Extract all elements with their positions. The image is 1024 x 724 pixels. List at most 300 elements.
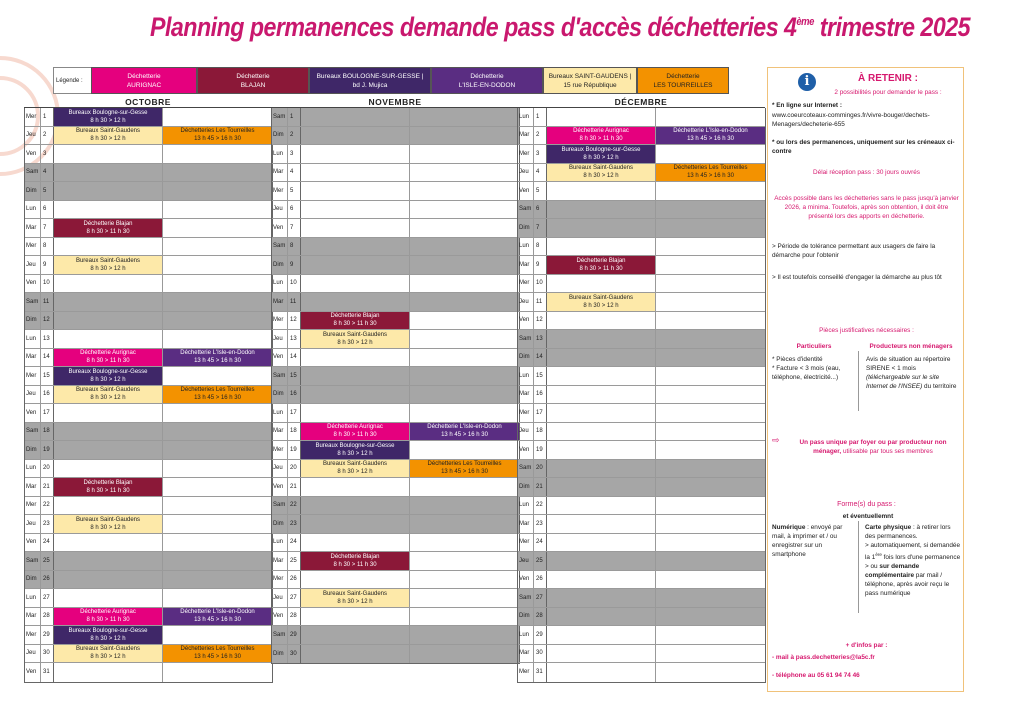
morning-slot <box>301 386 410 404</box>
day-number: 2 <box>288 127 301 145</box>
legend-item <box>309 67 431 94</box>
slot-place: Bureaux Saint-Gaudens <box>75 387 141 394</box>
day-number: 8 <box>534 238 547 256</box>
day-row <box>518 349 765 368</box>
morning-slot <box>54 219 163 237</box>
info-panel <box>767 67 964 692</box>
day-row <box>25 571 272 590</box>
afternoon-slot <box>656 423 765 441</box>
slot-hours: 8 h 30 > 12 h <box>337 469 373 476</box>
afternoon-slot <box>656 108 765 126</box>
afternoon-slot <box>163 626 272 644</box>
day-number: 27 <box>41 589 54 607</box>
day-row <box>272 108 519 127</box>
legend-item <box>543 67 637 94</box>
col1-item-a: * Pièces d'identité <box>772 356 823 363</box>
day-name: Mar <box>272 164 288 182</box>
afternoon-slot <box>163 589 272 607</box>
day-number: 30 <box>534 645 547 663</box>
afternoon-slot <box>656 293 765 311</box>
day-row <box>272 145 519 164</box>
info-icon: i <box>798 73 816 91</box>
day-number: 16 <box>41 386 54 404</box>
slot-hours: 13 h 45 > 16 h 30 <box>194 358 241 365</box>
morning-slot <box>54 386 163 404</box>
day-number: 22 <box>288 497 301 515</box>
legend-item-line2: BLAJAN <box>240 81 266 89</box>
day-name: Mer <box>25 108 41 126</box>
contact-phone: - téléphone au 05 61 94 74 46 <box>772 672 860 679</box>
afternoon-slot <box>410 460 519 478</box>
day-number: 18 <box>534 423 547 441</box>
legend-label: Légende : <box>53 67 91 94</box>
afternoon-slot <box>163 367 272 385</box>
morning-slot <box>547 404 656 422</box>
morning-slot <box>301 127 410 145</box>
forms-sub: et éventuellemnt <box>842 513 894 520</box>
day-number: 17 <box>288 404 301 422</box>
day-row <box>518 645 765 664</box>
column-divider <box>858 351 859 411</box>
day-number: 20 <box>534 460 547 478</box>
month-header: DÉCEMBRE <box>517 97 765 108</box>
afternoon-slot <box>410 589 519 607</box>
afternoon-slot <box>656 552 765 570</box>
slot-hours: 8 h 30 > 12 h <box>90 265 126 272</box>
day-number: 26 <box>288 571 301 589</box>
day-number: 11 <box>41 293 54 311</box>
day-name: Ven <box>25 534 41 552</box>
morning-slot <box>547 589 656 607</box>
day-row <box>518 552 765 571</box>
morning-slot <box>301 441 410 459</box>
day-row <box>518 312 765 331</box>
day-name: Jeu <box>25 645 41 663</box>
morning-slot <box>547 497 656 515</box>
day-name: Mar <box>25 608 41 626</box>
slot-place: Bureaux Boulogne-sur-Gesse <box>315 442 395 449</box>
info-title: À RETENIR : <box>858 73 918 84</box>
morning-slot <box>301 275 410 293</box>
day-name: Lun <box>25 460 41 478</box>
morning-slot <box>301 460 410 478</box>
legend-item-line1: Déchetterie <box>666 72 700 80</box>
slot-hours: 8 h 30 > 11 h 30 <box>333 321 377 328</box>
slot-hours: 8 h 30 > 12 h <box>337 598 373 605</box>
slot-hours: 8 h 30 > 11 h 30 <box>86 228 130 235</box>
day-name: Sam <box>25 552 41 570</box>
day-number: 19 <box>534 441 547 459</box>
day-name: Jeu <box>518 423 534 441</box>
day-row <box>272 219 519 238</box>
morning-slot <box>301 571 410 589</box>
morning-slot <box>54 293 163 311</box>
tolerance-note: > Période de tolérance permettant aux usagers de faire la démarche pour l'obtenir <box>772 243 936 259</box>
morning-slot <box>547 571 656 589</box>
morning-slot <box>301 515 410 533</box>
slot-hours: 8 h 30 > 11 h 30 <box>333 561 377 568</box>
col-producteurs-title: Producteurs non ménagers <box>869 343 953 350</box>
day-row <box>518 460 765 479</box>
day-name: Sam <box>272 367 288 385</box>
day-name: Mar <box>518 645 534 663</box>
day-row <box>25 145 272 164</box>
day-row <box>518 330 765 349</box>
col1-item-b: * Facture < 3 mois (eau, téléphone, électricité...) <box>772 365 841 381</box>
day-number: 1 <box>288 108 301 126</box>
day-name: Dim <box>518 219 534 237</box>
day-row <box>518 127 765 146</box>
day-number: 12 <box>41 312 54 330</box>
day-row <box>25 460 272 479</box>
day-row <box>25 441 272 460</box>
day-number: 10 <box>288 275 301 293</box>
slot-place: Bureaux Boulogne-sur-Gesse <box>68 109 148 116</box>
morning-slot <box>301 589 410 607</box>
day-name: Mer <box>25 238 41 256</box>
slot-hours: 8 h 30 > 12 h <box>90 117 126 124</box>
slot-place: Déchetterie Blajan <box>83 479 133 486</box>
day-name: Ven <box>25 404 41 422</box>
morning-slot <box>54 275 163 293</box>
slot-hours: 8 h 30 > 11 h 30 <box>333 432 377 439</box>
afternoon-slot <box>656 367 765 385</box>
day-row <box>25 108 272 127</box>
afternoon-slot <box>656 608 765 626</box>
day-number: 8 <box>288 238 301 256</box>
day-name: Dim <box>25 182 41 200</box>
slot-hours: 8 h 30 > 12 h <box>90 376 126 383</box>
slot-place: Déchetteries Les Tourreilles <box>180 387 255 394</box>
slot-place: Déchetterie Blajan <box>330 313 380 320</box>
day-name: Mer <box>25 367 41 385</box>
slot-place: Déchetterie L'Isle-en-Dodon <box>180 350 255 357</box>
day-number: 17 <box>41 404 54 422</box>
afternoon-slot <box>656 330 765 348</box>
afternoon-slot <box>410 164 519 182</box>
day-name: Mar <box>518 127 534 145</box>
afternoon-slot <box>410 386 519 404</box>
morning-slot <box>54 515 163 533</box>
day-number: 1 <box>41 108 54 126</box>
day-row <box>518 404 765 423</box>
afternoon-slot <box>163 349 272 367</box>
morning-slot <box>301 404 410 422</box>
morning-slot <box>301 293 410 311</box>
day-row <box>272 182 519 201</box>
day-row <box>518 441 765 460</box>
day-row <box>272 386 519 405</box>
month-grid <box>24 108 273 683</box>
day-name: Mer <box>518 663 534 682</box>
day-name: Dim <box>518 478 534 496</box>
afternoon-slot <box>163 404 272 422</box>
day-name: Ven <box>272 219 288 237</box>
slot-hours: 8 h 30 > 11 h 30 <box>86 617 130 624</box>
day-name: Dim <box>272 645 288 664</box>
afternoon-slot <box>410 608 519 626</box>
legend-item-line2: bd J. Mujica <box>352 81 388 89</box>
slot-place: Bureaux Boulogne-sur-Gesse <box>561 146 641 153</box>
afternoon-slot <box>410 626 519 644</box>
slot-hours: 8 h 30 > 12 h <box>90 395 126 402</box>
col2-item-a: Avis de situation au répertoire SIRENE < 1 mois <box>866 356 951 372</box>
afternoon-slot <box>410 201 519 219</box>
morning-slot <box>547 515 656 533</box>
day-row <box>25 404 272 423</box>
day-number: 9 <box>534 256 547 274</box>
morning-slot <box>301 478 410 496</box>
docs-title: Pièces justificatives nécessaires : <box>819 327 914 334</box>
day-number: 11 <box>288 293 301 311</box>
afternoon-slot <box>656 145 765 163</box>
morning-slot <box>54 663 163 682</box>
day-row <box>272 626 519 645</box>
info-subtitle: 2 possibilités pour demander le pass : <box>834 89 942 96</box>
afternoon-slot <box>163 534 272 552</box>
day-number: 16 <box>288 386 301 404</box>
day-row <box>518 164 765 183</box>
day-number: 19 <box>288 441 301 459</box>
morning-slot <box>301 256 410 274</box>
day-row <box>272 127 519 146</box>
page-title: Planning permanences demande pass d'accès déchetteries 4ème trimestre 2025 <box>150 12 971 42</box>
morning-slot <box>301 145 410 163</box>
slot-place: Bureaux Saint-Gaudens <box>75 257 141 264</box>
day-row <box>25 201 272 220</box>
afternoon-slot <box>656 645 765 663</box>
day-row <box>25 478 272 497</box>
morning-slot <box>54 256 163 274</box>
day-name: Lun <box>25 201 41 219</box>
legend-item-line1: Bureaux SAINT-GAUDENS | <box>548 72 632 80</box>
slot-hours: 13 h 45 > 16 h 30 <box>441 432 488 439</box>
day-name: Lun <box>518 626 534 644</box>
morning-slot <box>547 219 656 237</box>
day-row <box>518 423 765 442</box>
morning-slot <box>54 238 163 256</box>
morning-slot <box>547 238 656 256</box>
slot-place: Bureaux Saint-Gaudens <box>568 294 634 301</box>
morning-slot <box>301 608 410 626</box>
afternoon-slot <box>163 571 272 589</box>
day-number: 27 <box>534 589 547 607</box>
slot-hours: 13 h 45 > 16 h 30 <box>687 173 734 180</box>
morning-slot <box>301 626 410 644</box>
afternoon-slot <box>163 164 272 182</box>
day-name: Sam <box>272 238 288 256</box>
num-pass: Numérique : envoyé par mail, à imprimer et / ou enregistrer sur un smartphone <box>772 524 843 558</box>
afternoon-slot <box>163 238 272 256</box>
day-number: 18 <box>41 423 54 441</box>
day-name: Ven <box>25 275 41 293</box>
day-number: 3 <box>288 145 301 163</box>
day-row <box>25 349 272 368</box>
day-row <box>518 293 765 312</box>
day-name: Mer <box>518 404 534 422</box>
day-name: Ven <box>25 145 41 163</box>
col2-item-b: (téléchargeable sur le site Internet de l'INSEE) du territoire <box>866 374 957 390</box>
slot-place: Bureaux Saint-Gaudens <box>75 516 141 523</box>
day-name: Lun <box>272 145 288 163</box>
slot-place: Déchetterie Blajan <box>83 220 133 227</box>
slot-hours: 13 h 45 > 16 h 30 <box>194 654 241 661</box>
afternoon-slot <box>163 386 272 404</box>
legend-item-line1: Déchetterie <box>236 72 270 80</box>
slot-place: Déchetterie Aurignac <box>573 128 629 135</box>
day-row <box>518 145 765 164</box>
day-row <box>25 256 272 275</box>
afternoon-slot <box>410 349 519 367</box>
afternoon-slot <box>656 386 765 404</box>
morning-slot <box>54 497 163 515</box>
legend-item-line2: 15 rue République <box>563 81 617 89</box>
day-row <box>272 367 519 386</box>
day-row <box>272 552 519 571</box>
morning-slot <box>547 164 656 182</box>
legend <box>53 67 729 94</box>
slot-hours: 8 h 30 > 12 h <box>90 635 126 642</box>
slot-place: Déchetterie Aurignac <box>80 350 136 357</box>
day-name: Sam <box>272 108 288 126</box>
day-number: 23 <box>288 515 301 533</box>
day-number: 5 <box>288 182 301 200</box>
morning-slot <box>547 275 656 293</box>
day-name: Jeu <box>25 515 41 533</box>
card-pass: Carte physique : à retirer lors des permanences. > automatiquement, si demandée la 1ère fois lors d'une permanence > ou sur demande complémentaire par mail / téléphone, après avoir reçu le pass numérique <box>865 524 961 598</box>
day-name: Ven <box>272 608 288 626</box>
morning-slot <box>547 145 656 163</box>
day-name: Mer <box>272 312 288 330</box>
afternoon-slot <box>410 108 519 126</box>
day-number: 20 <box>41 460 54 478</box>
morning-slot <box>54 164 163 182</box>
afternoon-slot <box>656 238 765 256</box>
day-row <box>272 534 519 553</box>
day-row <box>518 386 765 405</box>
day-number: 23 <box>41 515 54 533</box>
afternoon-slot <box>656 349 765 367</box>
morning-slot <box>547 201 656 219</box>
day-name: Lun <box>518 108 534 126</box>
afternoon-slot <box>656 515 765 533</box>
afternoon-slot <box>410 127 519 145</box>
morning-slot <box>54 645 163 663</box>
arrow-icon: ⇨ <box>772 435 780 445</box>
afternoon-slot <box>163 460 272 478</box>
day-name: Ven <box>272 349 288 367</box>
day-name: Mer <box>518 534 534 552</box>
day-row <box>25 386 272 405</box>
afternoon-slot <box>163 182 272 200</box>
afternoon-slot <box>410 441 519 459</box>
day-row <box>25 589 272 608</box>
afternoon-slot <box>410 145 519 163</box>
day-row <box>25 626 272 645</box>
day-name: Jeu <box>25 127 41 145</box>
afternoon-slot <box>163 145 272 163</box>
day-name: Jeu <box>272 460 288 478</box>
morning-slot <box>547 367 656 385</box>
day-name: Mer <box>272 182 288 200</box>
day-row <box>272 478 519 497</box>
day-number: 2 <box>534 127 547 145</box>
morning-slot <box>547 663 656 682</box>
slot-place: Déchetteries Les Tourreilles <box>180 128 255 135</box>
day-name: Jeu <box>25 256 41 274</box>
afternoon-slot <box>163 645 272 663</box>
morning-slot <box>54 182 163 200</box>
afternoon-slot <box>656 182 765 200</box>
morning-slot <box>54 589 163 607</box>
slot-place: Bureaux Boulogne-sur-Gesse <box>68 368 148 375</box>
day-number: 18 <box>288 423 301 441</box>
day-name: Mar <box>25 478 41 496</box>
day-name: Lun <box>25 330 41 348</box>
day-name: Dim <box>518 608 534 626</box>
morning-slot <box>54 108 163 126</box>
afternoon-slot <box>163 330 272 348</box>
day-name: Lun <box>272 534 288 552</box>
day-number: 15 <box>41 367 54 385</box>
day-row <box>272 645 519 664</box>
afternoon-slot <box>163 608 272 626</box>
afternoon-slot <box>410 312 519 330</box>
day-name: Mar <box>272 293 288 311</box>
afternoon-slot <box>163 423 272 441</box>
morning-slot <box>547 423 656 441</box>
day-row <box>272 460 519 479</box>
day-number: 10 <box>41 275 54 293</box>
day-row <box>518 626 765 645</box>
slot-place: Bureaux Saint-Gaudens <box>322 331 388 338</box>
day-number: 15 <box>534 367 547 385</box>
day-row <box>272 330 519 349</box>
day-row <box>272 497 519 516</box>
day-name: Jeu <box>518 552 534 570</box>
day-name: Mer <box>518 275 534 293</box>
morning-slot <box>547 534 656 552</box>
day-row <box>518 534 765 553</box>
day-name: Sam <box>272 626 288 644</box>
day-number: 29 <box>288 626 301 644</box>
contact-mail: - mail à pass.dechetteries@la5c.fr <box>772 654 875 661</box>
legend-item-line1: Déchetterie <box>470 72 504 80</box>
afternoon-slot <box>410 238 519 256</box>
day-row <box>25 275 272 294</box>
slot-place: Déchetterie L'Isle-en-Dodon <box>427 424 502 431</box>
day-row <box>518 367 765 386</box>
day-name: Ven <box>518 441 534 459</box>
legend-item-line2: AURIGNAC <box>126 81 162 89</box>
afternoon-slot <box>410 367 519 385</box>
day-row <box>518 201 765 220</box>
day-row <box>272 293 519 312</box>
day-name: Jeu <box>25 386 41 404</box>
afternoon-slot <box>410 571 519 589</box>
day-row <box>25 534 272 553</box>
day-name: Mer <box>25 626 41 644</box>
day-number: 8 <box>41 238 54 256</box>
day-number: 10 <box>534 275 547 293</box>
day-name: Mer <box>25 497 41 515</box>
day-number: 22 <box>41 497 54 515</box>
month-header: OCTOBRE <box>24 97 272 108</box>
day-number: 12 <box>288 312 301 330</box>
day-number: 9 <box>288 256 301 274</box>
day-name: Jeu <box>518 293 534 311</box>
afternoon-slot <box>410 293 519 311</box>
